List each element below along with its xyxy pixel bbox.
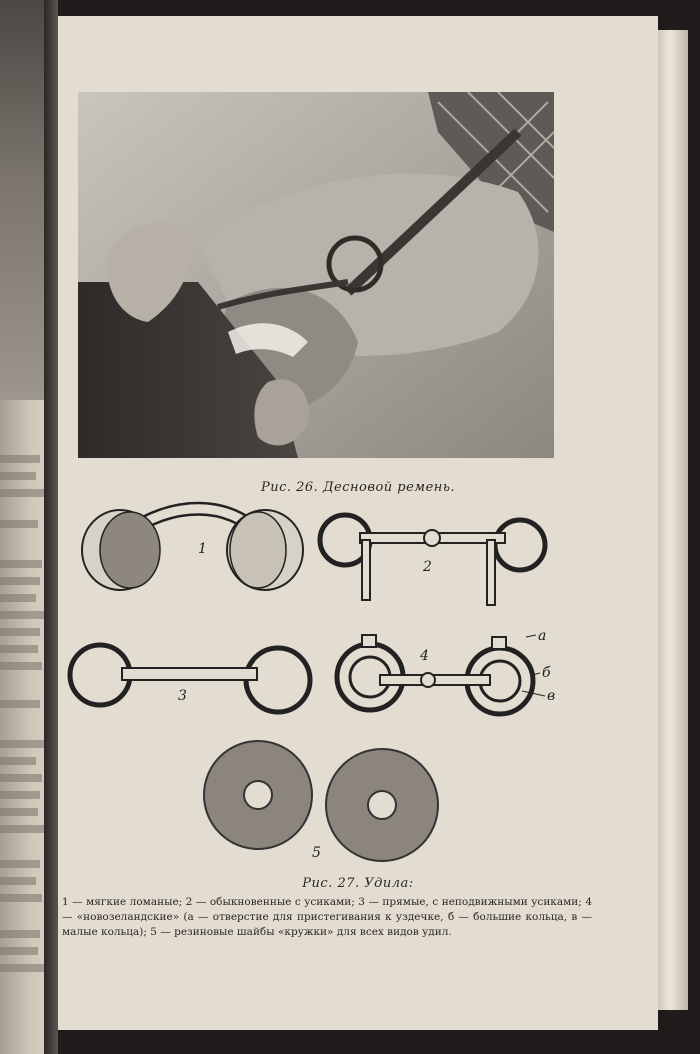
figure-27-caption: Рис. 27. Удила: <box>302 876 414 891</box>
bit-2-ordinary-with-cheeks <box>320 515 545 605</box>
bit-5-label: 5 <box>312 845 321 861</box>
bit-5-rubber-washers <box>204 741 438 861</box>
photo-gum-strap <box>78 92 554 458</box>
bit-3-label: 3 <box>178 688 187 704</box>
left-page-photo-fragment <box>0 0 44 400</box>
bit-3-straight <box>70 645 310 712</box>
bit-4-label-a: а <box>538 628 547 644</box>
figure-27-legend: 1 — мягкие ломаные; 2 — обыкновенные с усиками; 3 — прямые, с неподвижными усиками; 4 — «новозеландские» (а — отверстие для пристегивания к уздечке, б — большие кольца, в — малые кольца); 5 — резиновые шайбы «кружки» для всех видов удил. <box>62 896 592 938</box>
bit-4-label-v: в <box>547 688 556 704</box>
book-gutter <box>44 0 58 1054</box>
page-edge-strip <box>658 30 688 1010</box>
bit-1-label: 1 <box>198 541 207 557</box>
bit-1-soft-jointed <box>82 509 303 590</box>
figure-26-caption: Рис. 26. Десновой ремень. <box>260 480 456 495</box>
bit-4-label: 4 <box>420 648 429 664</box>
bit-2-label: 2 <box>423 559 432 575</box>
bit-4-new-zealand <box>337 628 555 714</box>
bit-4-label-b: б <box>542 665 551 681</box>
bits-illustration <box>60 495 620 875</box>
